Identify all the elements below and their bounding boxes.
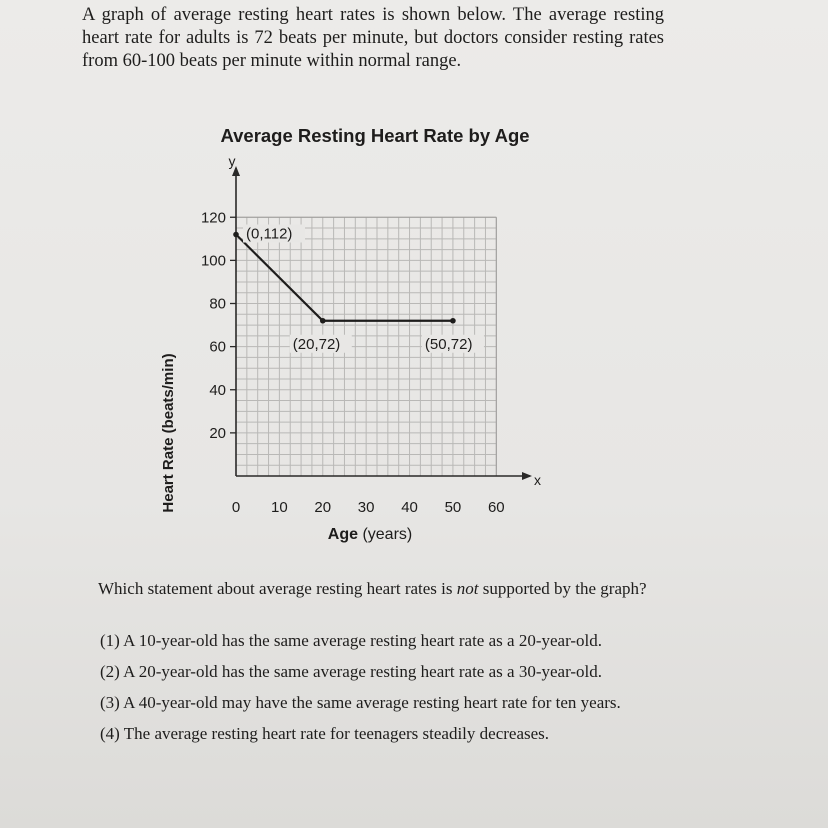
y-axis-letter: y <box>228 153 236 169</box>
question-before: Which statement about average resting heart rates is <box>98 579 457 598</box>
y-tick-label: 80 <box>209 295 226 313</box>
y-tick-label: 60 <box>209 338 226 356</box>
x-tick-label: 30 <box>357 499 375 516</box>
option-number: (2) <box>100 662 120 681</box>
x-tick-label: 0 <box>231 499 241 516</box>
y-tick-label: 120 <box>200 209 226 227</box>
x-axis-label-bold: Age <box>327 526 358 543</box>
heart-rate-chart <box>150 120 570 550</box>
x-axis-label <box>328 526 412 543</box>
point-label: (20,72) <box>292 335 341 353</box>
intro-paragraph: A graph of average resting heart rates is shown below. The average resting heart rate for adults is 72 beats per minute, but doctors consider resting rates from 60-100 beats per minute within normal range. <box>82 5 664 71</box>
y-tick-label: 100 <box>200 252 226 270</box>
data-point <box>450 318 456 324</box>
x-tick-label: 50 <box>444 499 462 516</box>
x-tick-label: 40 <box>401 499 418 516</box>
x-tick-label: 60 <box>487 499 505 516</box>
option-text: The average resting heart rate for teenagers steadily decreases. <box>123 724 550 743</box>
x-axis-letter: x <box>534 472 541 488</box>
option-number: (3) <box>100 693 120 712</box>
answer-options <box>100 630 660 754</box>
point-label: (0,112) <box>246 225 293 243</box>
chart-title: Average Resting Heart Rate by Age <box>220 125 530 146</box>
y-tick-label: 20 <box>209 424 226 442</box>
question-text <box>98 578 658 599</box>
question-after: supported by the graph? <box>478 579 647 598</box>
option-text: A 20-year-old has the same average resting heart rate as a 30-year-old. <box>123 662 603 681</box>
data-point <box>320 318 326 324</box>
answer-option-4[interactable] <box>100 723 660 744</box>
y-axis-label: Heart Rate (beats/min) <box>160 353 177 513</box>
x-tick-label: 10 <box>271 499 288 516</box>
answer-option-1[interactable] <box>100 630 660 651</box>
y-tick-label: 40 <box>209 381 226 399</box>
x-tick-label: 20 <box>314 499 332 516</box>
x-axis-arrow <box>522 472 532 480</box>
option-number: (1) <box>100 631 120 650</box>
answer-option-2[interactable] <box>100 661 660 682</box>
option-text: A 40-year-old may have the same average resting heart rate for ten years. <box>123 693 621 712</box>
answer-option-3[interactable] <box>100 692 660 713</box>
point-label: (50,72) <box>424 335 473 353</box>
option-number: (4) <box>100 724 120 743</box>
option-text: A 10-year-old has the same average resting heart rate as a 20-year-old. <box>123 631 603 650</box>
data-point <box>233 232 239 238</box>
x-axis-label-rest: (years) <box>358 526 413 543</box>
question-emphasis: not <box>456 579 479 598</box>
